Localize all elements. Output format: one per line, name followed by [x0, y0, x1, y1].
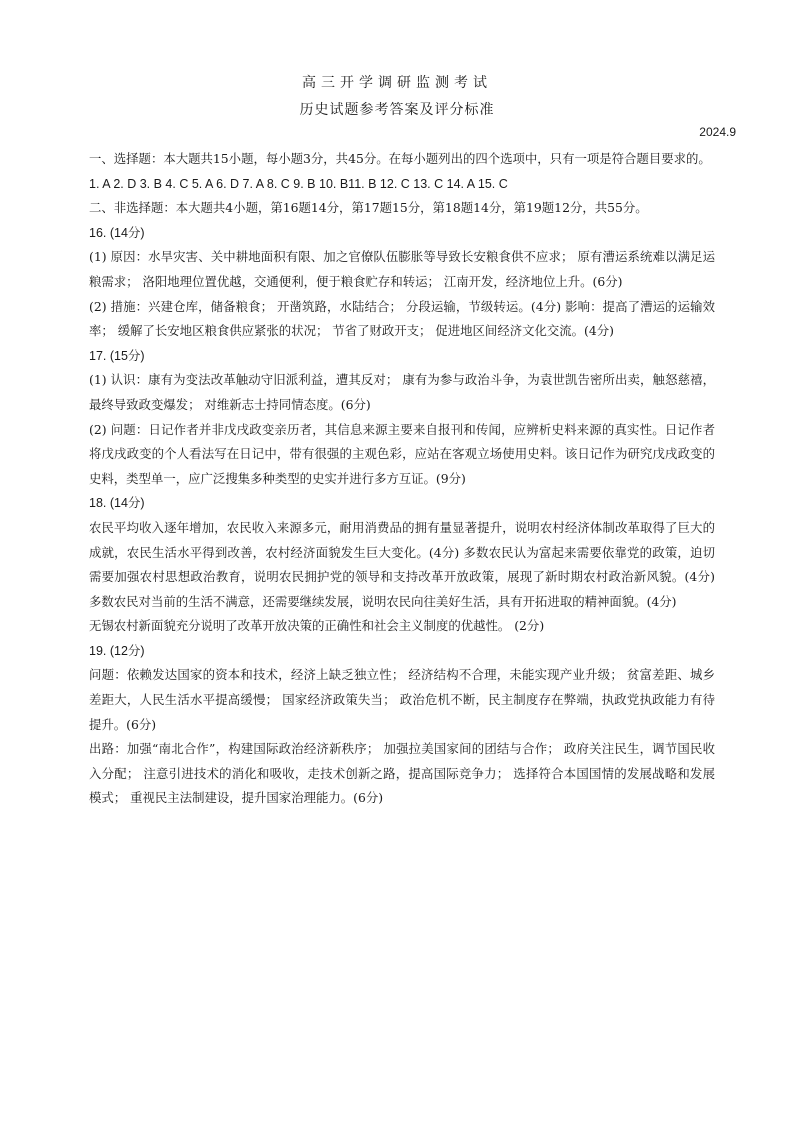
q19-label: 19. (12分): [89, 643, 145, 658]
q18-label: 18. (14分): [89, 496, 145, 511]
q16-part1: (1) 原因：水旱灾害、关中耕地面积有限、加之官僚队伍膨胀等导致长安粮食供不应求； 原有漕运系统难以满足运粮需求； 洛阳地理位置优越，交通便利，便于粮食贮存和转运； 江南开发，经济地位上升。(6分): [89, 249, 715, 289]
q19-part2: 出路：加强“南北合作”，构建国际政治经济新秩序； 加强拉美国家间的团结与合作； 政府关注民生，调节国民收入分配； 注意引进技术的消化和吸收，走技术创新之路，提高国际竞争力； 选择符合本国国情的发展战略和发展模式； 重视民主法制建设，提升国家治理能力。(6分): [89, 741, 715, 806]
q19-part1: 问题：依赖发达国家的资本和技术，经济上缺乏独立性； 经济结构不合理，未能实现产业升级； 贫富差距、城乡差距大，人民生活水平提高缓慢； 国家经济政策失当； 政治危机不断，民主制度存在弊端，执政党执政能力有待提升。(6分): [89, 667, 715, 732]
answer-body: [89, 147, 715, 811]
exam-date: 2024.9: [699, 125, 736, 139]
q18-part2: 无锡农村新面貌充分说明了改革开放决策的正确性和社会主义制度的优越性。 (2分): [89, 618, 545, 634]
q17-label: 17. (15分): [89, 348, 145, 363]
q16-label: 16. (14分): [89, 225, 145, 240]
exam-title: 高三开学调研监测考试: [302, 75, 492, 91]
exam-subtitle: 历史试题参考答案及评分标准: [299, 102, 495, 118]
part2-heading: 二、非选择题：本大题共4小题，第16题14分，第17题15分，第18题14分，第19题12分，共55分。: [89, 200, 648, 216]
q16-part2: (2) 措施：兴建仓库，储备粮食； 开凿筑路，水陆结合； 分段运输，节级转运。(4分) 影响：提高了漕运的运输效率； 缓解了长安地区粮食供应紧张的状况； 节省了财政开支； 促进地区间经济文化交流。(4分): [89, 298, 715, 339]
q17-part2: (2) 问题：日记作者并非戊戌政变亲历者，其信息来源主要来自报刊和传闻，应辨析史料来源的真实性。日记作者将戊戌政变的个人看法写在日记中，带有很强的主观色彩，应站在客观立场使用史料。该日记作为研究戊戌政变的史料，类型单一，应广泛搜集多种类型的史实并进行多方互证。(9分): [89, 421, 715, 486]
choice-answers: 1. A 2. D 3. B 4. C 5. A 6. D 7. A 8. C 9. B 10. B11. B 12. C 13. C 14. A 15. C: [89, 176, 508, 191]
q18-part1: 农民平均收入逐年增加，农民收入来源多元，耐用消费品的拥有量显著提升，说明农村经济体制改革取得了巨大的成就，农民生活水平得到改善，农村经济面貌发生巨大变化。(4分) 多数农民认为富起来需要依靠党的政策，迫切需要加强农村思想政治教育，说明农民拥护党的领导和支持改革开放政策，展现了新时期农村政治新风貌。(4分) 多数农民对当前的生活不满意，还需要继续发展，说明农民向往美好生活，具有开拓进取的精神面貌。(4分): [89, 519, 715, 609]
q17-part1: (1) 认识：康有为变法改革触动守旧派利益，遭其反对； 康有为参与政治斗争，为袁世凯告密所出卖，触怒慈禧，最终导致政变爆发； 对维新志士持同情态度。(6分): [89, 372, 715, 412]
part1-heading: 一、选择题：本大题共15小题，每小题3分，共45分。在每小题列出的四个选项中，只有一项是符合题目要求的。: [89, 151, 711, 166]
